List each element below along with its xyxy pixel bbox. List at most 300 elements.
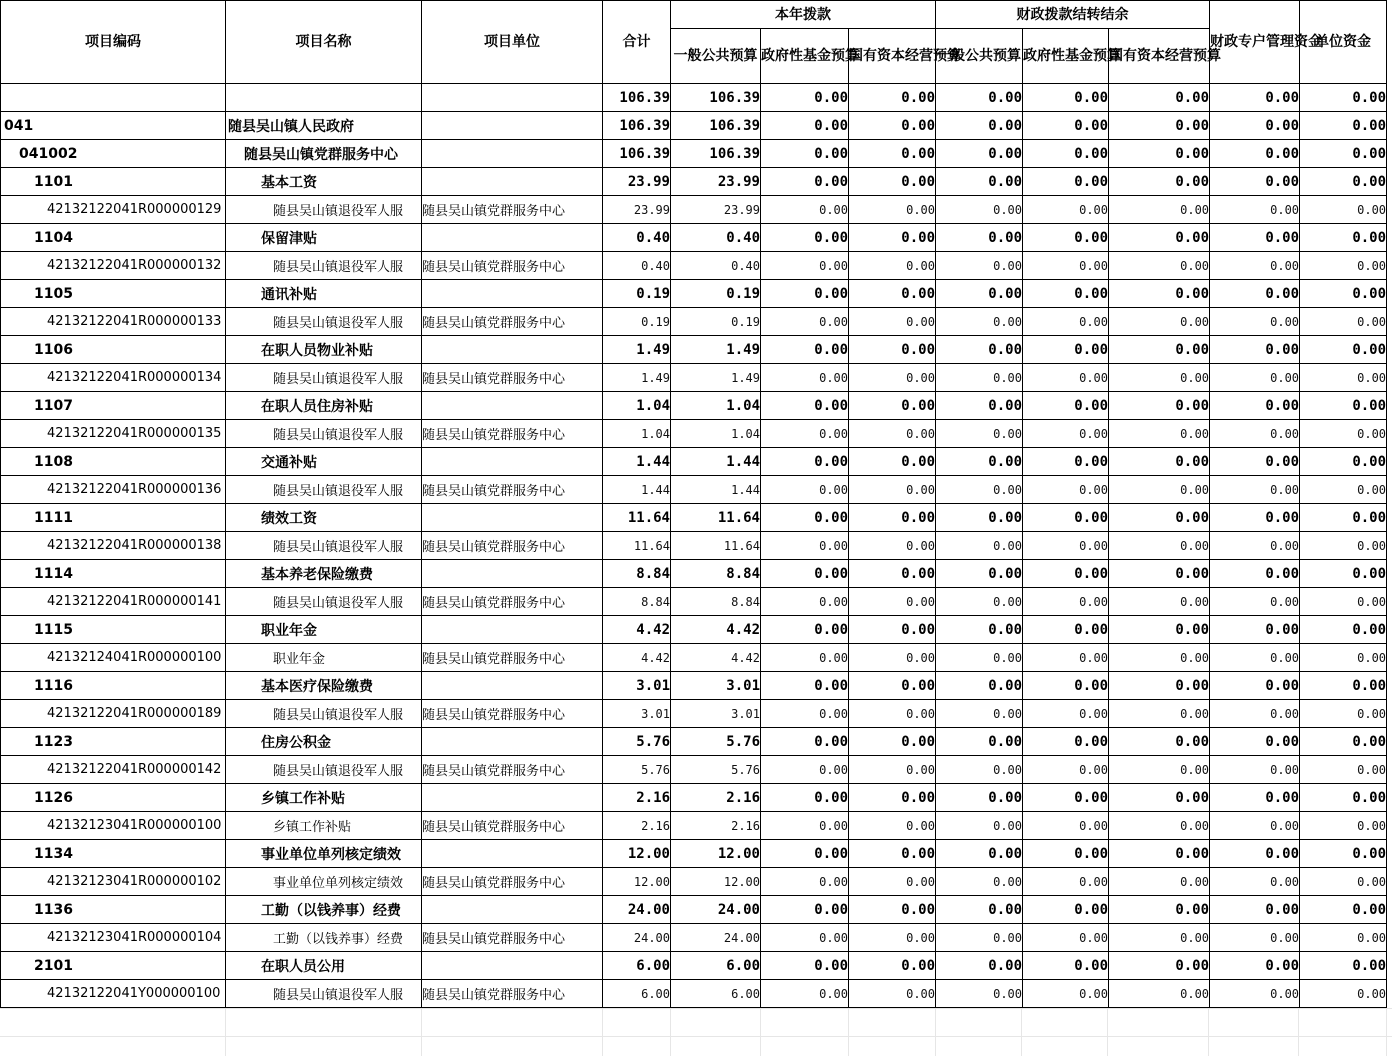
cell-total[interactable]: 1.04 [603, 420, 671, 448]
cell-total[interactable]: 6.00 [603, 980, 671, 1008]
cell-cur-fund[interactable]: 0.00 [761, 896, 849, 924]
cell-special[interactable]: 0.00 [1210, 476, 1300, 504]
cell-project-unit[interactable]: 随县吴山镇党群服务中心 [422, 924, 603, 952]
cell-co-fund[interactable]: 0.00 [1023, 448, 1109, 476]
cell-co-general[interactable]: 0.00 [936, 728, 1023, 756]
cell-unit-funds[interactable]: 0.00 [1300, 84, 1387, 112]
cell-unit-funds[interactable]: 0.00 [1300, 840, 1387, 868]
cell-unit-funds[interactable]: 0.00 [1300, 588, 1387, 616]
cell-project-code[interactable]: 1134 [1, 840, 226, 868]
cell-project-name[interactable]: 随县吴山镇退役军人服 [226, 364, 422, 392]
cell-cur-fund[interactable]: 0.00 [761, 392, 849, 420]
cell-cur-state[interactable]: 0.00 [849, 280, 936, 308]
header-project-unit[interactable]: 项目单位 [422, 1, 603, 84]
header-unit-funds[interactable]: 单位资金 [1300, 1, 1387, 84]
cell-unit-funds[interactable]: 0.00 [1300, 252, 1387, 280]
cell-total[interactable]: 0.19 [603, 280, 671, 308]
cell-special[interactable]: 0.00 [1210, 896, 1300, 924]
table-row[interactable] [1, 364, 1387, 392]
cell-unit-funds[interactable]: 0.00 [1300, 756, 1387, 784]
cell-cur-general[interactable]: 8.84 [671, 560, 761, 588]
cell-project-code[interactable]: 42132124041R000000100 [1, 644, 226, 672]
cell-cur-fund[interactable]: 0.00 [761, 980, 849, 1008]
cell-project-name[interactable]: 随县吴山镇人民政府 [226, 112, 422, 140]
cell-co-fund[interactable]: 0.00 [1023, 532, 1109, 560]
table-row[interactable] [1, 336, 1387, 364]
cell-co-state[interactable]: 0.00 [1109, 112, 1210, 140]
table-row[interactable] [1, 756, 1387, 784]
cell-co-general[interactable]: 0.00 [936, 112, 1023, 140]
cell-unit-funds[interactable]: 0.00 [1300, 112, 1387, 140]
cell-cur-state[interactable]: 0.00 [849, 224, 936, 252]
cell-project-unit[interactable] [422, 168, 603, 196]
cell-project-code[interactable]: 42132122041R000000138 [1, 532, 226, 560]
cell-project-code[interactable]: 42132122041R000000133 [1, 308, 226, 336]
cell-co-state[interactable]: 0.00 [1109, 392, 1210, 420]
cell-co-state[interactable]: 0.00 [1109, 448, 1210, 476]
cell-project-code[interactable]: 1104 [1, 224, 226, 252]
cell-cur-fund[interactable]: 0.00 [761, 924, 849, 952]
cell-co-state[interactable]: 0.00 [1109, 196, 1210, 224]
table-row[interactable] [1, 868, 1387, 896]
cell-co-state[interactable]: 0.00 [1109, 616, 1210, 644]
cell-project-unit[interactable]: 随县吴山镇党群服务中心 [422, 812, 603, 840]
cell-co-general[interactable]: 0.00 [936, 952, 1023, 980]
cell-project-code[interactable]: 42132122041R000000134 [1, 364, 226, 392]
table-row[interactable] [1, 812, 1387, 840]
cell-co-fund[interactable]: 0.00 [1023, 728, 1109, 756]
table-row[interactable] [1, 924, 1387, 952]
cell-project-name[interactable]: 事业单位单列核定绩效 [226, 868, 422, 896]
cell-special[interactable]: 0.00 [1210, 616, 1300, 644]
cell-co-fund[interactable]: 0.00 [1023, 280, 1109, 308]
cell-co-state[interactable]: 0.00 [1109, 812, 1210, 840]
cell-co-state[interactable]: 0.00 [1109, 700, 1210, 728]
table-row[interactable] [1, 644, 1387, 672]
cell-project-name[interactable]: 职业年金 [226, 644, 422, 672]
cell-co-fund[interactable]: 0.00 [1023, 700, 1109, 728]
cell-special[interactable]: 0.00 [1210, 364, 1300, 392]
cell-total[interactable]: 106.39 [603, 84, 671, 112]
cell-total[interactable]: 8.84 [603, 560, 671, 588]
cell-total[interactable]: 5.76 [603, 756, 671, 784]
cell-co-fund[interactable]: 0.00 [1023, 896, 1109, 924]
table-row[interactable] [1, 196, 1387, 224]
cell-project-name[interactable] [226, 84, 422, 112]
cell-co-general[interactable]: 0.00 [936, 280, 1023, 308]
cell-project-name[interactable]: 在职人员物业补贴 [226, 336, 422, 364]
cell-total[interactable]: 1.04 [603, 392, 671, 420]
cell-project-name[interactable]: 随县吴山镇党群服务中心 [226, 140, 422, 168]
cell-cur-fund[interactable]: 0.00 [761, 84, 849, 112]
cell-cur-fund[interactable]: 0.00 [761, 112, 849, 140]
cell-co-state[interactable]: 0.00 [1109, 896, 1210, 924]
cell-cur-state[interactable]: 0.00 [849, 532, 936, 560]
cell-co-general[interactable]: 0.00 [936, 868, 1023, 896]
cell-cur-fund[interactable]: 0.00 [761, 644, 849, 672]
cell-cur-state[interactable]: 0.00 [849, 308, 936, 336]
cell-project-name[interactable]: 通讯补贴 [226, 280, 422, 308]
cell-project-name[interactable]: 住房公积金 [226, 728, 422, 756]
cell-co-general[interactable]: 0.00 [936, 168, 1023, 196]
cell-cur-general[interactable]: 1.04 [671, 420, 761, 448]
cell-unit-funds[interactable]: 0.00 [1300, 672, 1387, 700]
cell-co-general[interactable]: 0.00 [936, 364, 1023, 392]
cell-special[interactable]: 0.00 [1210, 532, 1300, 560]
cell-project-unit[interactable] [422, 672, 603, 700]
cell-special[interactable]: 0.00 [1210, 700, 1300, 728]
cell-cur-state[interactable]: 0.00 [849, 560, 936, 588]
cell-special[interactable]: 0.00 [1210, 448, 1300, 476]
cell-total[interactable]: 3.01 [603, 672, 671, 700]
cell-co-general[interactable]: 0.00 [936, 840, 1023, 868]
cell-cur-general[interactable]: 8.84 [671, 588, 761, 616]
cell-cur-general[interactable]: 24.00 [671, 924, 761, 952]
cell-co-fund[interactable]: 0.00 [1023, 420, 1109, 448]
cell-cur-general[interactable]: 3.01 [671, 672, 761, 700]
cell-total[interactable]: 1.49 [603, 336, 671, 364]
cell-cur-state[interactable]: 0.00 [849, 924, 936, 952]
cell-cur-fund[interactable]: 0.00 [761, 308, 849, 336]
table-row[interactable] [1, 728, 1387, 756]
cell-special[interactable]: 0.00 [1210, 840, 1300, 868]
cell-unit-funds[interactable]: 0.00 [1300, 196, 1387, 224]
cell-project-unit[interactable]: 随县吴山镇党群服务中心 [422, 364, 603, 392]
cell-cur-state[interactable]: 0.00 [849, 616, 936, 644]
cell-project-unit[interactable]: 随县吴山镇党群服务中心 [422, 308, 603, 336]
cell-unit-funds[interactable]: 0.00 [1300, 168, 1387, 196]
cell-cur-general[interactable]: 1.49 [671, 336, 761, 364]
cell-project-name[interactable]: 随县吴山镇退役军人服 [226, 588, 422, 616]
table-row[interactable] [1, 84, 1387, 112]
cell-special[interactable]: 0.00 [1210, 504, 1300, 532]
table-row[interactable] [1, 588, 1387, 616]
cell-cur-fund[interactable]: 0.00 [761, 196, 849, 224]
cell-co-state[interactable]: 0.00 [1109, 560, 1210, 588]
cell-cur-general[interactable]: 24.00 [671, 896, 761, 924]
cell-special[interactable]: 0.00 [1210, 224, 1300, 252]
cell-cur-state[interactable]: 0.00 [849, 252, 936, 280]
cell-co-general[interactable]: 0.00 [936, 196, 1023, 224]
cell-co-fund[interactable]: 0.00 [1023, 392, 1109, 420]
cell-project-code[interactable]: 42132122041R000000132 [1, 252, 226, 280]
cell-co-state[interactable]: 0.00 [1109, 252, 1210, 280]
cell-project-unit[interactable]: 随县吴山镇党群服务中心 [422, 252, 603, 280]
cell-project-name[interactable]: 基本医疗保险缴费 [226, 672, 422, 700]
cell-unit-funds[interactable]: 0.00 [1300, 728, 1387, 756]
cell-co-general[interactable]: 0.00 [936, 644, 1023, 672]
cell-co-state[interactable]: 0.00 [1109, 420, 1210, 448]
cell-project-unit[interactable] [422, 224, 603, 252]
cell-co-state[interactable]: 0.00 [1109, 728, 1210, 756]
cell-total[interactable]: 24.00 [603, 896, 671, 924]
cell-cur-fund[interactable]: 0.00 [761, 784, 849, 812]
cell-cur-general[interactable]: 106.39 [671, 140, 761, 168]
cell-unit-funds[interactable]: 0.00 [1300, 896, 1387, 924]
cell-total[interactable]: 23.99 [603, 168, 671, 196]
table-row[interactable] [1, 980, 1387, 1008]
cell-special[interactable]: 0.00 [1210, 252, 1300, 280]
cell-cur-fund[interactable]: 0.00 [761, 672, 849, 700]
cell-co-general[interactable]: 0.00 [936, 308, 1023, 336]
cell-cur-fund[interactable]: 0.00 [761, 952, 849, 980]
cell-co-state[interactable]: 0.00 [1109, 980, 1210, 1008]
header-current-state-capital-budget[interactable]: 国有资本经营预算 [849, 29, 936, 84]
cell-co-fund[interactable]: 0.00 [1023, 140, 1109, 168]
cell-cur-fund[interactable]: 0.00 [761, 700, 849, 728]
cell-special[interactable]: 0.00 [1210, 644, 1300, 672]
table-row[interactable] [1, 504, 1387, 532]
cell-cur-general[interactable]: 5.76 [671, 728, 761, 756]
cell-project-code[interactable]: 42132122041R000000142 [1, 756, 226, 784]
cell-cur-general[interactable]: 1.49 [671, 364, 761, 392]
cell-co-fund[interactable]: 0.00 [1023, 812, 1109, 840]
header-special-account-funds[interactable]: 财政专户管理资金 [1210, 1, 1300, 84]
cell-project-name[interactable]: 随县吴山镇退役军人服 [226, 420, 422, 448]
cell-co-fund[interactable]: 0.00 [1023, 840, 1109, 868]
cell-cur-fund[interactable]: 0.00 [761, 420, 849, 448]
cell-co-general[interactable]: 0.00 [936, 336, 1023, 364]
cell-co-general[interactable]: 0.00 [936, 140, 1023, 168]
cell-cur-state[interactable]: 0.00 [849, 672, 936, 700]
cell-unit-funds[interactable]: 0.00 [1300, 336, 1387, 364]
cell-special[interactable]: 0.00 [1210, 196, 1300, 224]
cell-co-fund[interactable]: 0.00 [1023, 112, 1109, 140]
cell-co-state[interactable]: 0.00 [1109, 952, 1210, 980]
cell-co-fund[interactable]: 0.00 [1023, 672, 1109, 700]
cell-special[interactable]: 0.00 [1210, 168, 1300, 196]
cell-cur-state[interactable]: 0.00 [849, 420, 936, 448]
cell-unit-funds[interactable]: 0.00 [1300, 224, 1387, 252]
cell-special[interactable]: 0.00 [1210, 728, 1300, 756]
cell-co-fund[interactable]: 0.00 [1023, 308, 1109, 336]
cell-cur-state[interactable]: 0.00 [849, 84, 936, 112]
cell-co-fund[interactable]: 0.00 [1023, 196, 1109, 224]
cell-co-general[interactable]: 0.00 [936, 392, 1023, 420]
cell-co-fund[interactable]: 0.00 [1023, 560, 1109, 588]
cell-co-general[interactable]: 0.00 [936, 476, 1023, 504]
cell-project-unit[interactable] [422, 140, 603, 168]
cell-project-code[interactable]: 42132123041R000000102 [1, 868, 226, 896]
cell-cur-general[interactable]: 3.01 [671, 700, 761, 728]
cell-cur-state[interactable]: 0.00 [849, 700, 936, 728]
cell-cur-state[interactable]: 0.00 [849, 812, 936, 840]
cell-special[interactable]: 0.00 [1210, 560, 1300, 588]
cell-co-fund[interactable]: 0.00 [1023, 784, 1109, 812]
cell-co-fund[interactable]: 0.00 [1023, 756, 1109, 784]
cell-co-fund[interactable]: 0.00 [1023, 168, 1109, 196]
cell-co-fund[interactable]: 0.00 [1023, 924, 1109, 952]
cell-project-unit[interactable] [422, 560, 603, 588]
cell-unit-funds[interactable]: 0.00 [1300, 364, 1387, 392]
cell-special[interactable]: 0.00 [1210, 112, 1300, 140]
cell-cur-state[interactable]: 0.00 [849, 728, 936, 756]
table-row[interactable] [1, 476, 1387, 504]
cell-cur-fund[interactable]: 0.00 [761, 728, 849, 756]
cell-project-code[interactable]: 42132122041R000000135 [1, 420, 226, 448]
cell-cur-general[interactable]: 12.00 [671, 868, 761, 896]
cell-project-name[interactable]: 交通补贴 [226, 448, 422, 476]
table-row[interactable] [1, 560, 1387, 588]
cell-co-state[interactable]: 0.00 [1109, 644, 1210, 672]
header-project-name[interactable]: 项目名称 [226, 1, 422, 84]
table-row[interactable] [1, 952, 1387, 980]
cell-co-state[interactable]: 0.00 [1109, 784, 1210, 812]
cell-project-code[interactable]: 1115 [1, 616, 226, 644]
cell-cur-state[interactable]: 0.00 [849, 112, 936, 140]
cell-co-general[interactable]: 0.00 [936, 784, 1023, 812]
cell-co-state[interactable]: 0.00 [1109, 140, 1210, 168]
cell-project-name[interactable]: 随县吴山镇退役军人服 [226, 980, 422, 1008]
cell-special[interactable]: 0.00 [1210, 308, 1300, 336]
cell-co-fund[interactable]: 0.00 [1023, 616, 1109, 644]
cell-special[interactable]: 0.00 [1210, 756, 1300, 784]
table-row[interactable] [1, 672, 1387, 700]
cell-cur-fund[interactable]: 0.00 [761, 140, 849, 168]
cell-project-name[interactable]: 保留津贴 [226, 224, 422, 252]
cell-project-name[interactable]: 随县吴山镇退役军人服 [226, 196, 422, 224]
cell-cur-fund[interactable]: 0.00 [761, 252, 849, 280]
cell-total[interactable]: 24.00 [603, 924, 671, 952]
cell-project-unit[interactable] [422, 896, 603, 924]
table-row[interactable] [1, 224, 1387, 252]
cell-project-unit[interactable] [422, 84, 603, 112]
cell-co-fund[interactable]: 0.00 [1023, 336, 1109, 364]
cell-total[interactable]: 0.40 [603, 252, 671, 280]
cell-project-unit[interactable]: 随县吴山镇党群服务中心 [422, 756, 603, 784]
cell-project-unit[interactable] [422, 504, 603, 532]
cell-total[interactable]: 8.84 [603, 588, 671, 616]
table-row[interactable] [1, 448, 1387, 476]
cell-cur-state[interactable]: 0.00 [849, 364, 936, 392]
cell-cur-fund[interactable]: 0.00 [761, 588, 849, 616]
cell-project-code[interactable]: 1105 [1, 280, 226, 308]
cell-co-general[interactable]: 0.00 [936, 672, 1023, 700]
cell-special[interactable]: 0.00 [1210, 868, 1300, 896]
cell-co-state[interactable]: 0.00 [1109, 924, 1210, 952]
cell-project-code[interactable]: 42132122041R000000129 [1, 196, 226, 224]
cell-total[interactable]: 106.39 [603, 140, 671, 168]
cell-cur-fund[interactable]: 0.00 [761, 532, 849, 560]
cell-co-general[interactable]: 0.00 [936, 84, 1023, 112]
cell-co-state[interactable]: 0.00 [1109, 280, 1210, 308]
cell-total[interactable]: 4.42 [603, 644, 671, 672]
cell-co-state[interactable]: 0.00 [1109, 336, 1210, 364]
cell-project-code[interactable]: 041 [1, 112, 226, 140]
table-row[interactable] [1, 252, 1387, 280]
cell-cur-fund[interactable]: 0.00 [761, 336, 849, 364]
cell-cur-state[interactable]: 0.00 [849, 644, 936, 672]
cell-co-fund[interactable]: 0.00 [1023, 644, 1109, 672]
cell-cur-fund[interactable]: 0.00 [761, 812, 849, 840]
cell-co-fund[interactable]: 0.00 [1023, 952, 1109, 980]
cell-project-name[interactable]: 在职人员公用 [226, 952, 422, 980]
cell-project-code[interactable]: 2101 [1, 952, 226, 980]
cell-cur-general[interactable]: 0.19 [671, 308, 761, 336]
cell-project-unit[interactable] [422, 728, 603, 756]
cell-co-general[interactable]: 0.00 [936, 896, 1023, 924]
cell-project-code[interactable]: 42132123041R000000104 [1, 924, 226, 952]
cell-project-code[interactable]: 041002 [1, 140, 226, 168]
cell-co-fund[interactable]: 0.00 [1023, 252, 1109, 280]
cell-co-state[interactable]: 0.00 [1109, 504, 1210, 532]
cell-special[interactable]: 0.00 [1210, 784, 1300, 812]
cell-project-name[interactable]: 随县吴山镇退役军人服 [226, 700, 422, 728]
cell-unit-funds[interactable]: 0.00 [1300, 644, 1387, 672]
cell-co-general[interactable]: 0.00 [936, 756, 1023, 784]
cell-co-fund[interactable]: 0.00 [1023, 588, 1109, 616]
cell-project-name[interactable]: 基本工资 [226, 168, 422, 196]
table-row[interactable] [1, 392, 1387, 420]
cell-special[interactable]: 0.00 [1210, 84, 1300, 112]
cell-cur-fund[interactable]: 0.00 [761, 168, 849, 196]
cell-total[interactable]: 6.00 [603, 952, 671, 980]
cell-co-state[interactable]: 0.00 [1109, 308, 1210, 336]
cell-cur-general[interactable]: 23.99 [671, 196, 761, 224]
cell-project-code[interactable]: 1108 [1, 448, 226, 476]
cell-project-code[interactable]: 1111 [1, 504, 226, 532]
cell-project-unit[interactable]: 随县吴山镇党群服务中心 [422, 420, 603, 448]
cell-cur-fund[interactable]: 0.00 [761, 504, 849, 532]
cell-total[interactable]: 3.01 [603, 700, 671, 728]
cell-project-code[interactable]: 1107 [1, 392, 226, 420]
cell-project-code[interactable]: 1126 [1, 784, 226, 812]
cell-project-unit[interactable] [422, 784, 603, 812]
cell-unit-funds[interactable]: 0.00 [1300, 924, 1387, 952]
cell-project-code[interactable]: 42132123041R000000100 [1, 812, 226, 840]
cell-co-state[interactable]: 0.00 [1109, 84, 1210, 112]
table-row[interactable] [1, 168, 1387, 196]
cell-cur-general[interactable]: 4.42 [671, 616, 761, 644]
cell-cur-general[interactable]: 1.44 [671, 448, 761, 476]
cell-project-code[interactable]: 1123 [1, 728, 226, 756]
cell-unit-funds[interactable]: 0.00 [1300, 868, 1387, 896]
table-row[interactable] [1, 112, 1387, 140]
cell-co-general[interactable]: 0.00 [936, 420, 1023, 448]
cell-total[interactable]: 1.44 [603, 476, 671, 504]
cell-unit-funds[interactable]: 0.00 [1300, 532, 1387, 560]
cell-project-unit[interactable] [422, 392, 603, 420]
table-row[interactable] [1, 896, 1387, 924]
cell-project-unit[interactable] [422, 448, 603, 476]
cell-co-state[interactable]: 0.00 [1109, 168, 1210, 196]
cell-unit-funds[interactable]: 0.00 [1300, 140, 1387, 168]
cell-cur-general[interactable]: 2.16 [671, 812, 761, 840]
cell-project-unit[interactable] [422, 336, 603, 364]
cell-total[interactable]: 0.40 [603, 224, 671, 252]
cell-project-name[interactable]: 随县吴山镇退役军人服 [226, 308, 422, 336]
cell-project-name[interactable]: 职业年金 [226, 616, 422, 644]
cell-project-name[interactable]: 工勤（以钱养事）经费 [226, 924, 422, 952]
cell-unit-funds[interactable]: 0.00 [1300, 504, 1387, 532]
cell-cur-general[interactable]: 2.16 [671, 784, 761, 812]
cell-project-unit[interactable]: 随县吴山镇党群服务中心 [422, 700, 603, 728]
cell-cur-state[interactable]: 0.00 [849, 168, 936, 196]
cell-unit-funds[interactable]: 0.00 [1300, 700, 1387, 728]
cell-cur-general[interactable]: 12.00 [671, 840, 761, 868]
cell-cur-state[interactable]: 0.00 [849, 196, 936, 224]
cell-co-general[interactable]: 0.00 [936, 448, 1023, 476]
cell-total[interactable]: 11.64 [603, 532, 671, 560]
cell-cur-general[interactable]: 11.64 [671, 504, 761, 532]
cell-unit-funds[interactable]: 0.00 [1300, 280, 1387, 308]
cell-special[interactable]: 0.00 [1210, 392, 1300, 420]
table-row[interactable] [1, 140, 1387, 168]
cell-co-state[interactable]: 0.00 [1109, 476, 1210, 504]
table-row[interactable] [1, 308, 1387, 336]
cell-total[interactable]: 4.42 [603, 616, 671, 644]
cell-project-name[interactable]: 在职人员住房补贴 [226, 392, 422, 420]
